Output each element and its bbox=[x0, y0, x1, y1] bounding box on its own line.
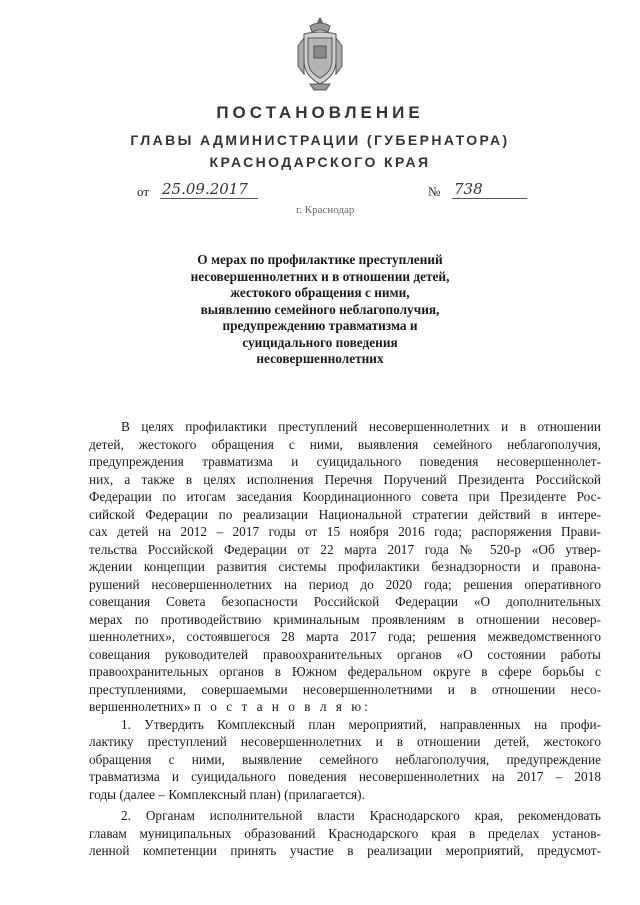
body-line: травматизма и суицидального поведения несовершеннолетних на 2017 – 2018 bbox=[89, 769, 601, 784]
region-line: КРАСНОДАРСКОГО КРАЯ bbox=[209, 154, 431, 170]
coat-of-arms-emblem bbox=[296, 16, 344, 92]
body-line: 2. Органам исполнительной власти Краснодарского края, рекомендовать bbox=[121, 808, 601, 823]
date-label: от bbox=[137, 184, 150, 199]
title-line: несовершеннолетних bbox=[256, 351, 384, 366]
body-line-decree bbox=[89, 698, 601, 716]
body-line: детей, жестокого обращения с ними, выявления семейного неблагополучия, bbox=[89, 436, 601, 452]
body-line: них, а также в целях исполнения Перечня Поручений Президента Российской bbox=[89, 471, 601, 487]
title-line: О мерах по профилактике преступлений bbox=[197, 252, 443, 267]
body-line-end: вершеннолетних» bbox=[89, 699, 191, 714]
body-line: совещания руководителей правоохранительных органов «О состоянии работы bbox=[89, 646, 601, 662]
body-line: Федерации по итогам заседания Координационного совета при Президенте Рос- bbox=[89, 489, 601, 504]
body-line: шеннолетних», состоявшегося 28 марта 2017 года; решения межведомственного bbox=[89, 629, 601, 644]
body-line: правоохранительных органов в Южном федеральном округе в сфере борьбы с bbox=[89, 664, 601, 679]
body-line: мерах по противодействию криминальным проявлениям в отношении несовер- bbox=[89, 611, 601, 627]
body-line: В целях профилактики преступлений несовершеннолетних и в отношении bbox=[121, 419, 601, 434]
body-line: 1. Утвердить Комплексный план мероприятий, направленных на профи- bbox=[121, 716, 601, 732]
body-line: предупреждения травматизма и суицидального поведения несовершеннолет- bbox=[89, 454, 601, 469]
number-label: № bbox=[428, 184, 441, 199]
body-line: главам муниципальных образований Краснодарского края в пределах установ- bbox=[89, 825, 601, 841]
body-line: рушений несовершеннолетних на период до 2020 года; решения оперативного bbox=[89, 576, 601, 592]
document-type-heading: ПОСТАНОВЛЕНИЕ bbox=[216, 103, 424, 122]
title-line: жестокого обращения с ними, bbox=[230, 285, 410, 300]
document-body bbox=[89, 418, 601, 860]
date-value: 25.09.2017 bbox=[160, 180, 258, 199]
title-line: несовершеннолетних и в отношении детей, bbox=[190, 268, 450, 284]
body-line: ленной компетенции принять участие в реализации мероприятий, предусмот- bbox=[89, 843, 601, 858]
body-line: преступлениями, совершаемыми несовершеннолетними и в отношении несо- bbox=[89, 681, 601, 697]
body-line: обращения с ними, выявление семейного неблагополучия, предупреждение bbox=[89, 751, 601, 767]
document-title bbox=[150, 252, 490, 368]
issuer-line: ГЛАВЫ АДМИНИСТРАЦИИ (ГУБЕРНАТОРА) bbox=[130, 132, 510, 148]
body-line: годы (далее – Комплексный план) (прилагается). bbox=[89, 786, 365, 802]
body-line: сийской Федерации по реализации Национальной стратегии действий в интере- bbox=[89, 506, 601, 522]
number-value: 738 bbox=[452, 180, 527, 199]
title-line: суицидального поведения bbox=[242, 334, 398, 350]
title-line: предупреждению травматизма и bbox=[222, 318, 418, 333]
body-line: лактику преступлений несовершеннолетних и в отношении детей, жестокого bbox=[89, 734, 601, 749]
title-line: выявлению семейного неблагополучия, bbox=[200, 301, 440, 317]
body-line: совещания Совета безопасности Российской Федерации «О дополнительных bbox=[89, 594, 601, 609]
body-line: тельства Российской Федерации от 22 марта 2017 года № 520-р «Об утвер- bbox=[89, 541, 601, 557]
city-label: г. Краснодар bbox=[296, 204, 355, 216]
body-line: ждении концепции развития системы профилактики безнадзорности и правона- bbox=[89, 559, 601, 574]
decree-word: п о с т а н о в л я ю: bbox=[193, 699, 371, 714]
body-line: сах детей на 2012 – 2017 годы от 15 ноября 2016 года; распоряжения Прави- bbox=[89, 524, 601, 539]
